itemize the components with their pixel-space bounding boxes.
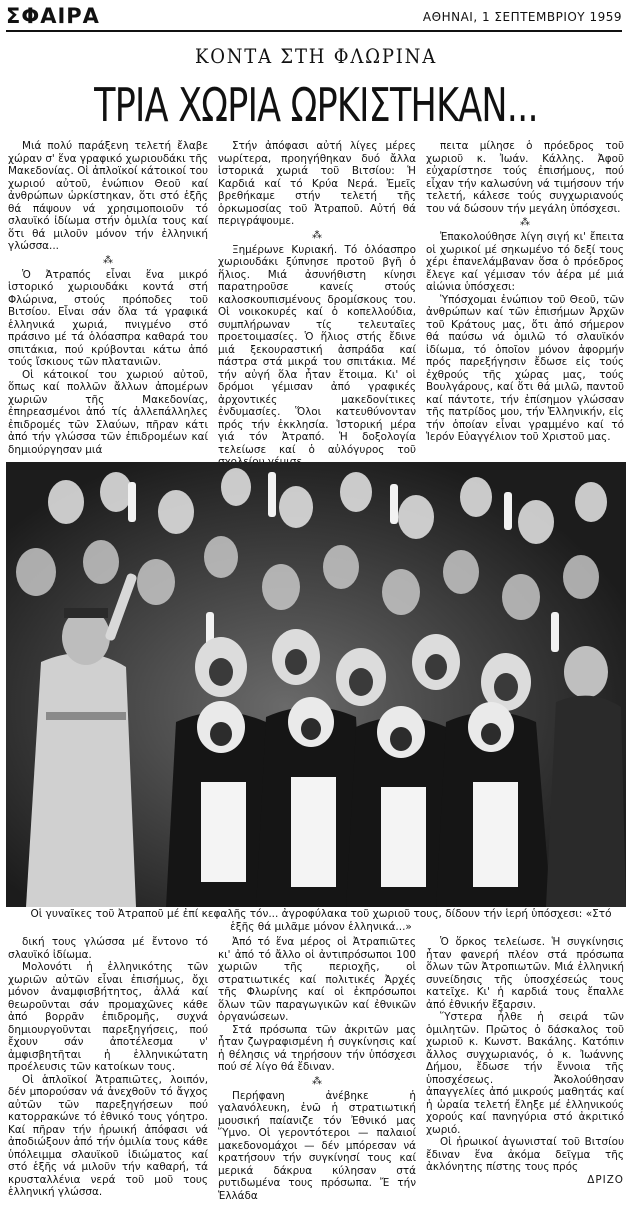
paragraph: Ἐπακολούθησε λίγη σιγή κι' ἔπειτα οἱ χωρικοί μέ σηκωμένο τό δεξί τους χέρι ἐπανελάμβαναν ὅσα ὁ πρόεδρος ἔλεγε καί γέμισαν τόν ἀέρα μέ μιά αἰώνια ὑπόσχεσι:	[426, 231, 624, 293]
paragraph: Οἱ κάτοικοί του χωριού αὐτοῦ, ὅπως καί πολλῶν ἄλλων ἀπομέρων χωριῶν τῆς Μακεδονίας, ἐπηρεασμένοι ἀπό τίς ἀλλεπάλληλες ἐπιδρομές τῶν Σλαύων, πῆραν κάτι ἀπό τήν γλώσσα τῶν ἐπιδρομέων καί δημιούργησαν μιά	[8, 368, 208, 456]
author-signature: ΔΡΙΖΟ	[587, 1173, 624, 1186]
photo-image	[6, 462, 626, 907]
paragraph: Ἀπό τό ἕνα μέρος οἱ Ἀτραπιῶτες κι' ἀπό τό ἄλλο οἱ ἀντιπρόσωποι 100 χωριῶν τῆς περιοχῆς, οἱ στρατιωτικές καί πολιτικές Ἀρχές τῆς Φλωρίνης καί οἱ ἐκπρόσωποι ὅλων τῶν παραγωγικῶν καί ἐθνικῶν ὀργανώσεων.	[218, 936, 416, 1023]
paragraph: Οἱ ἡρωικοί ἀγωνισταί τοῦ Βιτσίου ἔδιναν ἕνα ἀκόμα δεῖγμα τῆς ἀκλόνητης πίστης τους πρός	[426, 1136, 624, 1173]
paragraph: Ὕστερα ἦλθε ἡ σειρά τῶν ὁμιλητῶν. Πρῶτος ὁ δάσκαλος τοῦ χωριοῦ κ. Κωνστ. Βακάλης. Κατόπιν ἄλλος συγχωριανός, ὁ κ. Ἰωάννης Δήμου, ἔδωσε τήν ἔννοια τῆς ὑποσχέσεως. Ἀκολούθησαν ἀπαγγελίες ἀπό μικρούς μαθητάς καί ἡ ὡραία τελετή ἔληξε μέ ἑλληνικούς χορούς καί πανηγύρια στό ἀκριτικό χωριό.	[426, 1011, 624, 1136]
section-mark: ⁂	[103, 254, 113, 266]
top-column-3	[426, 140, 624, 458]
bottom-column-1	[8, 936, 208, 1214]
top-column-2	[218, 140, 416, 458]
paragraph: Μιά πολύ παράξενη τελετή ἔλαβε χώραν σ' ἕνα γραφικό χωριουδάκι τῆς Μακεδονίας. Οἱ ἀπλοϊκοί κάτοικοί του χωριού αὐτοῦ, ἐνώπιον Θεοῦ καί ἀνθρώπων ὡρκίστηκαν, ὅτι στό ἑξῆς θά πάψουν νά χρησιμοποιοῦν τό σλαυϊκό ἰδίωμα στήν ὁμιλία τους καί ὅτι θά μιλοῦν μόνον τήν ἑλληνική γλώσσα...	[8, 140, 208, 252]
paragraph: Ὁ ὅρκος τελείωσε. Ἡ συγκίνησις ἦταν φανερή πλέον στά πρόσωπα ὅλων τῶν Ἀτροπιωτῶν. Μιά ἐλληνική συνείδησις τῆς ὑποσχέσεώς τους κατεῖχε. Κι' ἡ καρδιά τους ἔπαλλε ἀπό ἐθνικήν ἔξαρσιν.	[426, 936, 624, 1011]
paragraph: Ξημέρωνε Κυριακή. Τό ὁλόασπρο χωριουδάκι ξύπνησε προτοῦ βγῆ ὁ ἥλιος. Μιά ἀσυνήθιστη κίνησι παρατηροῦσε κανείς στούς καλοσκουπισμένους δρομίσκους του. Οἱ νοικοκυρές καί ὁ κοπελλούδια, συμπλήρωναν τίς τελευταῖες προετοιμασίες. Ὁ ἥλιος στής ἔδινε μιά ξεκουραστική ἀσπράδα καί πάστρα στά μικρά του σπιτάκια. Μέ τήν αὐγή ὅλα ἦταν ἕτοιμα. Κι' οἱ δρόμοι γέμισαν ἀπό γραφικές ἀρχοντικές μακεδονίτικες ἐνδυμασίες. Ὅλοι κατευθύνονταν πρός τήν ἐκκλησία. Ἱστορική μέρα γιά τόν Ἀτραπό. Ἡ δοξολογία τελείωσε καί ὁ αὐλόγυρος τοῦ	[218, 243, 416, 456]
section-mark: ⁂	[312, 1075, 322, 1087]
article-headline: ΤΡΙΑ ΧΩΡΙΑ ΩΡΚΙΣΤΗΚΑΝ...	[94, 78, 538, 132]
paragraph: Ὁ Ἀτραπός εἶναι ἕνα μικρό ἱστορικό χωριουδάκι κοντά στή Φλώρινα, στούς πρόποδες τοῦ Βιτσίου. Εἶναι σάν ὅλα τά γραφικά ἑλληνικά χωριά, πνιγμένο στό πράσινο μέ τά ὁλόασπρα καθαρά του σπιτάκια, πού κρύβονται κάτω ἀπό τούς ἴσκιους τῶν πλατανιῶν.	[8, 268, 208, 368]
paragraph: Περήφανη ἀνέβηκε ἡ γαλανόλευκη, ἐνῶ ἡ στρατιωτική μουσική παίανιζε τόν Ἐθνικό μας Ὕμνο. Οἱ γεροντότεροι — παλαιοί μακεδονομάχοι — δέν μπόρεσαν νά κρατήσουν τήν συγκίνησί τους καί μερικά δάκρυα κύλησαν στά ρυτιδωμένα τους πρόσωπα. Ἔ τήν Ἑλλάδα	[218, 1089, 416, 1202]
section-mark: ⁂	[520, 217, 530, 228]
photo-caption: Οἱ γυναῖκες τοῦ Ἀτραποῦ μέ ἐπί κεφαλῆς τόν... ἀγροφύλακα τοῦ χωριοῦ τους, δίδουν τήν ἱερή ὑπόσχεσι: «Στό ἑξῆς θά μιλᾶμε μόνον ἑλληνικά...»	[30, 908, 612, 933]
article-kicker: ΚΟΝΤΑ ΣΤΗ ΦΛΩΡΙΝΑ	[194, 44, 438, 68]
paragraph: πειτα μίλησε ὁ πρόεδρος τοῦ χωριοῦ κ. Ἰωάν. Κάλλης. Ἀφοῦ εὐχαρίστησε τούς ἐπισήμους, πού εἶχαν τήν καλωσύνη νά τιμήσουν τήν τελετή, κάλεσε τούς συγχωριανούς του νά δώσουν τήν μεγάλη ὑπόσχεσι.	[426, 140, 624, 215]
publication-name: ΣΦΑΙΡΑ	[6, 4, 100, 28]
paragraph: Στά πρόσωπα τῶν ἀκριτῶν μας ἦταν ζωγραφισμένη ἡ συγκίνησις καί ἡ θέλησις νά τηρήσουν τήν ὑπόσχεσι πού σέ λίγο θά ἔδιναν.	[218, 1023, 416, 1073]
paragraph: Μολονότι ἡ ἑλληνικότης τῶν χωριῶν αὐτῶν εἶναι ἐπισήμως, ὄχι μόνον ἀναμφισβήτητος, ἀλλά καί θεωροῦνται σάν προμαχῶνες κάθε ἀπό βορρᾶν ἐπιδρομῆς, συχνά δημιουργοῦνται παρεξηγήσεις, πού ἔχουν σάν ἀποτέλεσμα ν' ἀμφισβητῆται ἡ ἑλληνικώτατη προέλευσις τῶν κατοίκων τους.	[8, 961, 208, 1073]
paragraph: δική τους γλώσσα μέ ἔντονο τό σλαυϊκό ἰδίωμα.	[8, 936, 208, 961]
top-column-1	[8, 140, 208, 458]
masthead	[6, 4, 622, 32]
paragraph: Στήν ἀπόφασι αὐτή λίγες μέρες νωρίτερα, προηγήθηκαν δυό ἄλλα ἱστορικά χωριά τοῦ Βιτσίου: Ἡ Καρδιά καί τό Κρύα Νερά. Ἐμεῖς βρεθήκαμε στήν τελετή τῆς ὁρκωμοσίας τοῦ Ἀτραποῦ. Αὐτή θά περιγράψουμε.	[218, 140, 416, 227]
paragraph: Οἱ ἁπλοϊκοί Ἀτραπιῶτες, λοιπόν, δέν μπορούσαν νά ἀνεχθοῦν τό ἄγχος αὐτῶν τῶν παρεξηγήσεων πού κατορρακώνε τό ἐθνικό τους γόητρο. Καί πῆραν τήν ἡρωική ἀπόφασι νά ἀποδιώξουν ἀπό τήν ὁμιλία τους κάθε ὑπόλειμμα σλαυϊκοῦ ἰδιώματος καί στό ἑξῆς νά μιλοῦν τήν καθαρή, τά κρυσταλλένια νερά τοῦ μοῦ τους ἑλληνική γλώσσα.	[8, 1073, 208, 1198]
issue-date: ΑΘΗΝΑΙ, 1 ΣΕΠΤΕΜΒΡΙΟΥ 1959	[422, 10, 622, 24]
bottom-column-2	[218, 936, 416, 1214]
bottom-column-3	[426, 936, 624, 1214]
section-mark: ⁂	[312, 229, 322, 241]
crowd-photograph	[6, 462, 626, 907]
paragraph: Ὑπόσχομαι ἐνώπιον τοῦ Θεοῦ, τῶν ἀνθρώπων καί τῶν ἐπισήμων Ἀρχῶν τοῦ Κράτους μας, ὅτι ἀπό σήμερον θά παύσω νά ὁμιλῶ τό σλαυϊκόν ἰδίωμα, τό ὁποῖον μόνον ἀφορμήν πρός παρεξήγησιν ἔδωσε εἰς τούς ἐχθρούς τῆς χώρας μας, τούς Βουλγάρους, καί ὅτι θά μιλῶ, παντοῦ καί πάντοτε, τήν ἐπίσημον γλώσσαν τῆς πατρίδος μου, τήν Ἑλληνικήν, εἰς τήν ὁποίαν εἶναι γραμμένο καί τό Ἱερόν Εὐαγγέλιον τοῦ Χριστοῦ μας.	[426, 293, 624, 443]
